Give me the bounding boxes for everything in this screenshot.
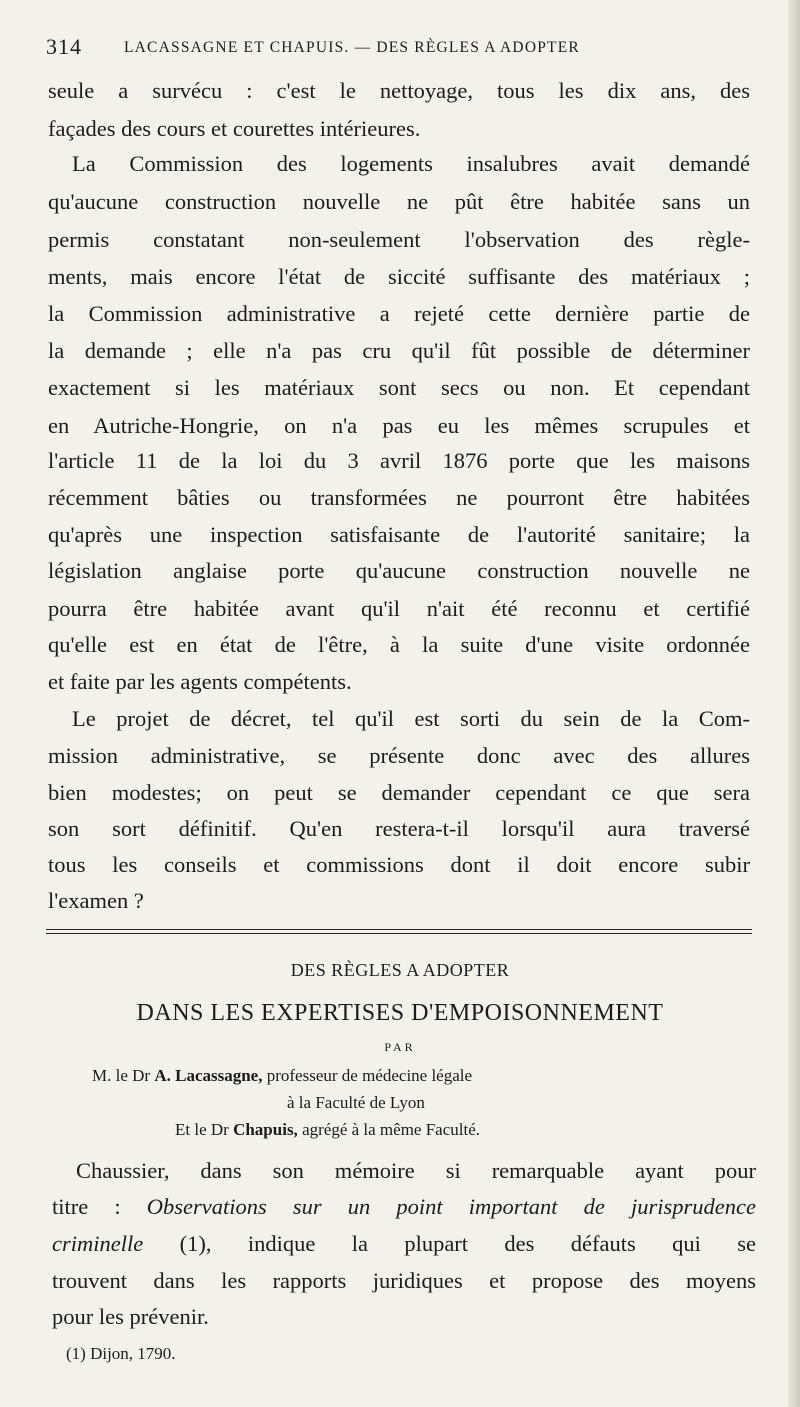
article-by: PAR: [384, 1040, 416, 1054]
author1-prefix: M. le Dr: [92, 1066, 151, 1085]
text-line: l'article 11 de la loi du 3 avril 1876 porte que les maisons: [48, 448, 750, 473]
text-line: La Commission des logements insalubres avait demandé: [72, 151, 750, 176]
text-line: son sort définitif. Qu'en restera-t-il lorsqu'il aura traversé: [48, 816, 750, 841]
text-line: bien modestes; on peut se demander cependant ce que sera: [48, 780, 750, 805]
text-line: récemment bâties ou transformées ne pourront être habitées: [48, 485, 750, 510]
article-title-line2: DANS LES EXPERTISES D'EMPOISONNEMENT: [136, 1000, 664, 1026]
text-line: mission administrative, se présente donc avec des allures: [48, 743, 750, 768]
author1-place: à la Faculté de Lyon: [287, 1093, 425, 1112]
text-line: la demande ; elle n'a pas cru qu'il fût possible de déterminer: [48, 338, 750, 363]
text-line: législation anglaise porte qu'aucune construction nouvelle ne: [48, 558, 750, 583]
text-line: exactement si les matériaux sont secs ou non. Et cependant: [48, 375, 750, 400]
author2-line: [175, 1120, 480, 1140]
page-number: 314: [46, 34, 82, 59]
section-rule: [46, 933, 752, 934]
page-header: [46, 34, 746, 64]
text-line: façades des cours et courettes intérieures.: [48, 116, 421, 141]
text-line: pourra être habitée avant qu'il n'ait été reconnu et certifié: [48, 596, 750, 621]
author2-name: Chapuis,: [233, 1120, 298, 1139]
text-line: Le projet de décret, tel qu'il est sorti du sein de la Com-: [72, 706, 750, 731]
footnote: (1) Dijon, 1790.: [66, 1344, 176, 1363]
text-line: [52, 1231, 756, 1257]
text-line: seule a survécu : c'est le nettoyage, tous les dix ans, des: [48, 78, 750, 103]
text-line: pour les prévenir.: [52, 1304, 209, 1329]
text-line: permis constatant non-seulement l'observation des règle-: [48, 227, 750, 252]
text-span: titre :: [52, 1194, 147, 1219]
italic-title: criminelle: [52, 1231, 144, 1256]
text-line: qu'aucune construction nouvelle ne pût être habitée sans un: [48, 189, 750, 214]
text-line: Chaussier, dans son mémoire si remarquable ayant pour: [76, 1158, 756, 1183]
text-line: la Commission administrative a rejeté cette dernière partie de: [48, 301, 750, 326]
text-line: en Autriche-Hongrie, on n'a pas eu les mêmes scrupules et: [48, 413, 750, 438]
author1-name: A. Lacassagne,: [154, 1066, 263, 1085]
running-title: LACASSAGNE ET CHAPUIS. — DES RÈGLES A ADOPTER: [124, 39, 580, 56]
text-span: (1), indique la plupart des défauts qui se: [143, 1231, 756, 1256]
section-rule: [46, 929, 752, 930]
text-line: tous les conseils et commissions dont il doit encore subir: [48, 852, 750, 877]
text-line: [52, 1194, 756, 1220]
text-line: l'examen ?: [48, 888, 144, 913]
text-line: ments, mais encore l'état de siccité suffisante des matériaux ;: [48, 264, 750, 289]
text-line: et faite par les agents compétents.: [48, 669, 352, 694]
text-line: qu'après une inspection satisfaisante de l'autorité sanitaire; la: [48, 522, 750, 547]
author2-prefix: Et le Dr: [175, 1120, 229, 1139]
author1-line: [92, 1066, 472, 1086]
article-title-line1: DES RÈGLES A ADOPTER: [290, 960, 510, 980]
author2-role: agrégé à la même Faculté.: [302, 1120, 480, 1139]
text-line: trouvent dans les rapports juridiques et propose des moyens: [52, 1268, 756, 1293]
author1-role: professeur de médecine légale: [266, 1066, 473, 1085]
text-line: qu'elle est en état de l'être, à la suite d'une visite ordonnée: [48, 632, 750, 657]
page-edge: [788, 0, 800, 1407]
italic-title: Observations sur un point important de jurisprudence: [146, 1194, 757, 1219]
